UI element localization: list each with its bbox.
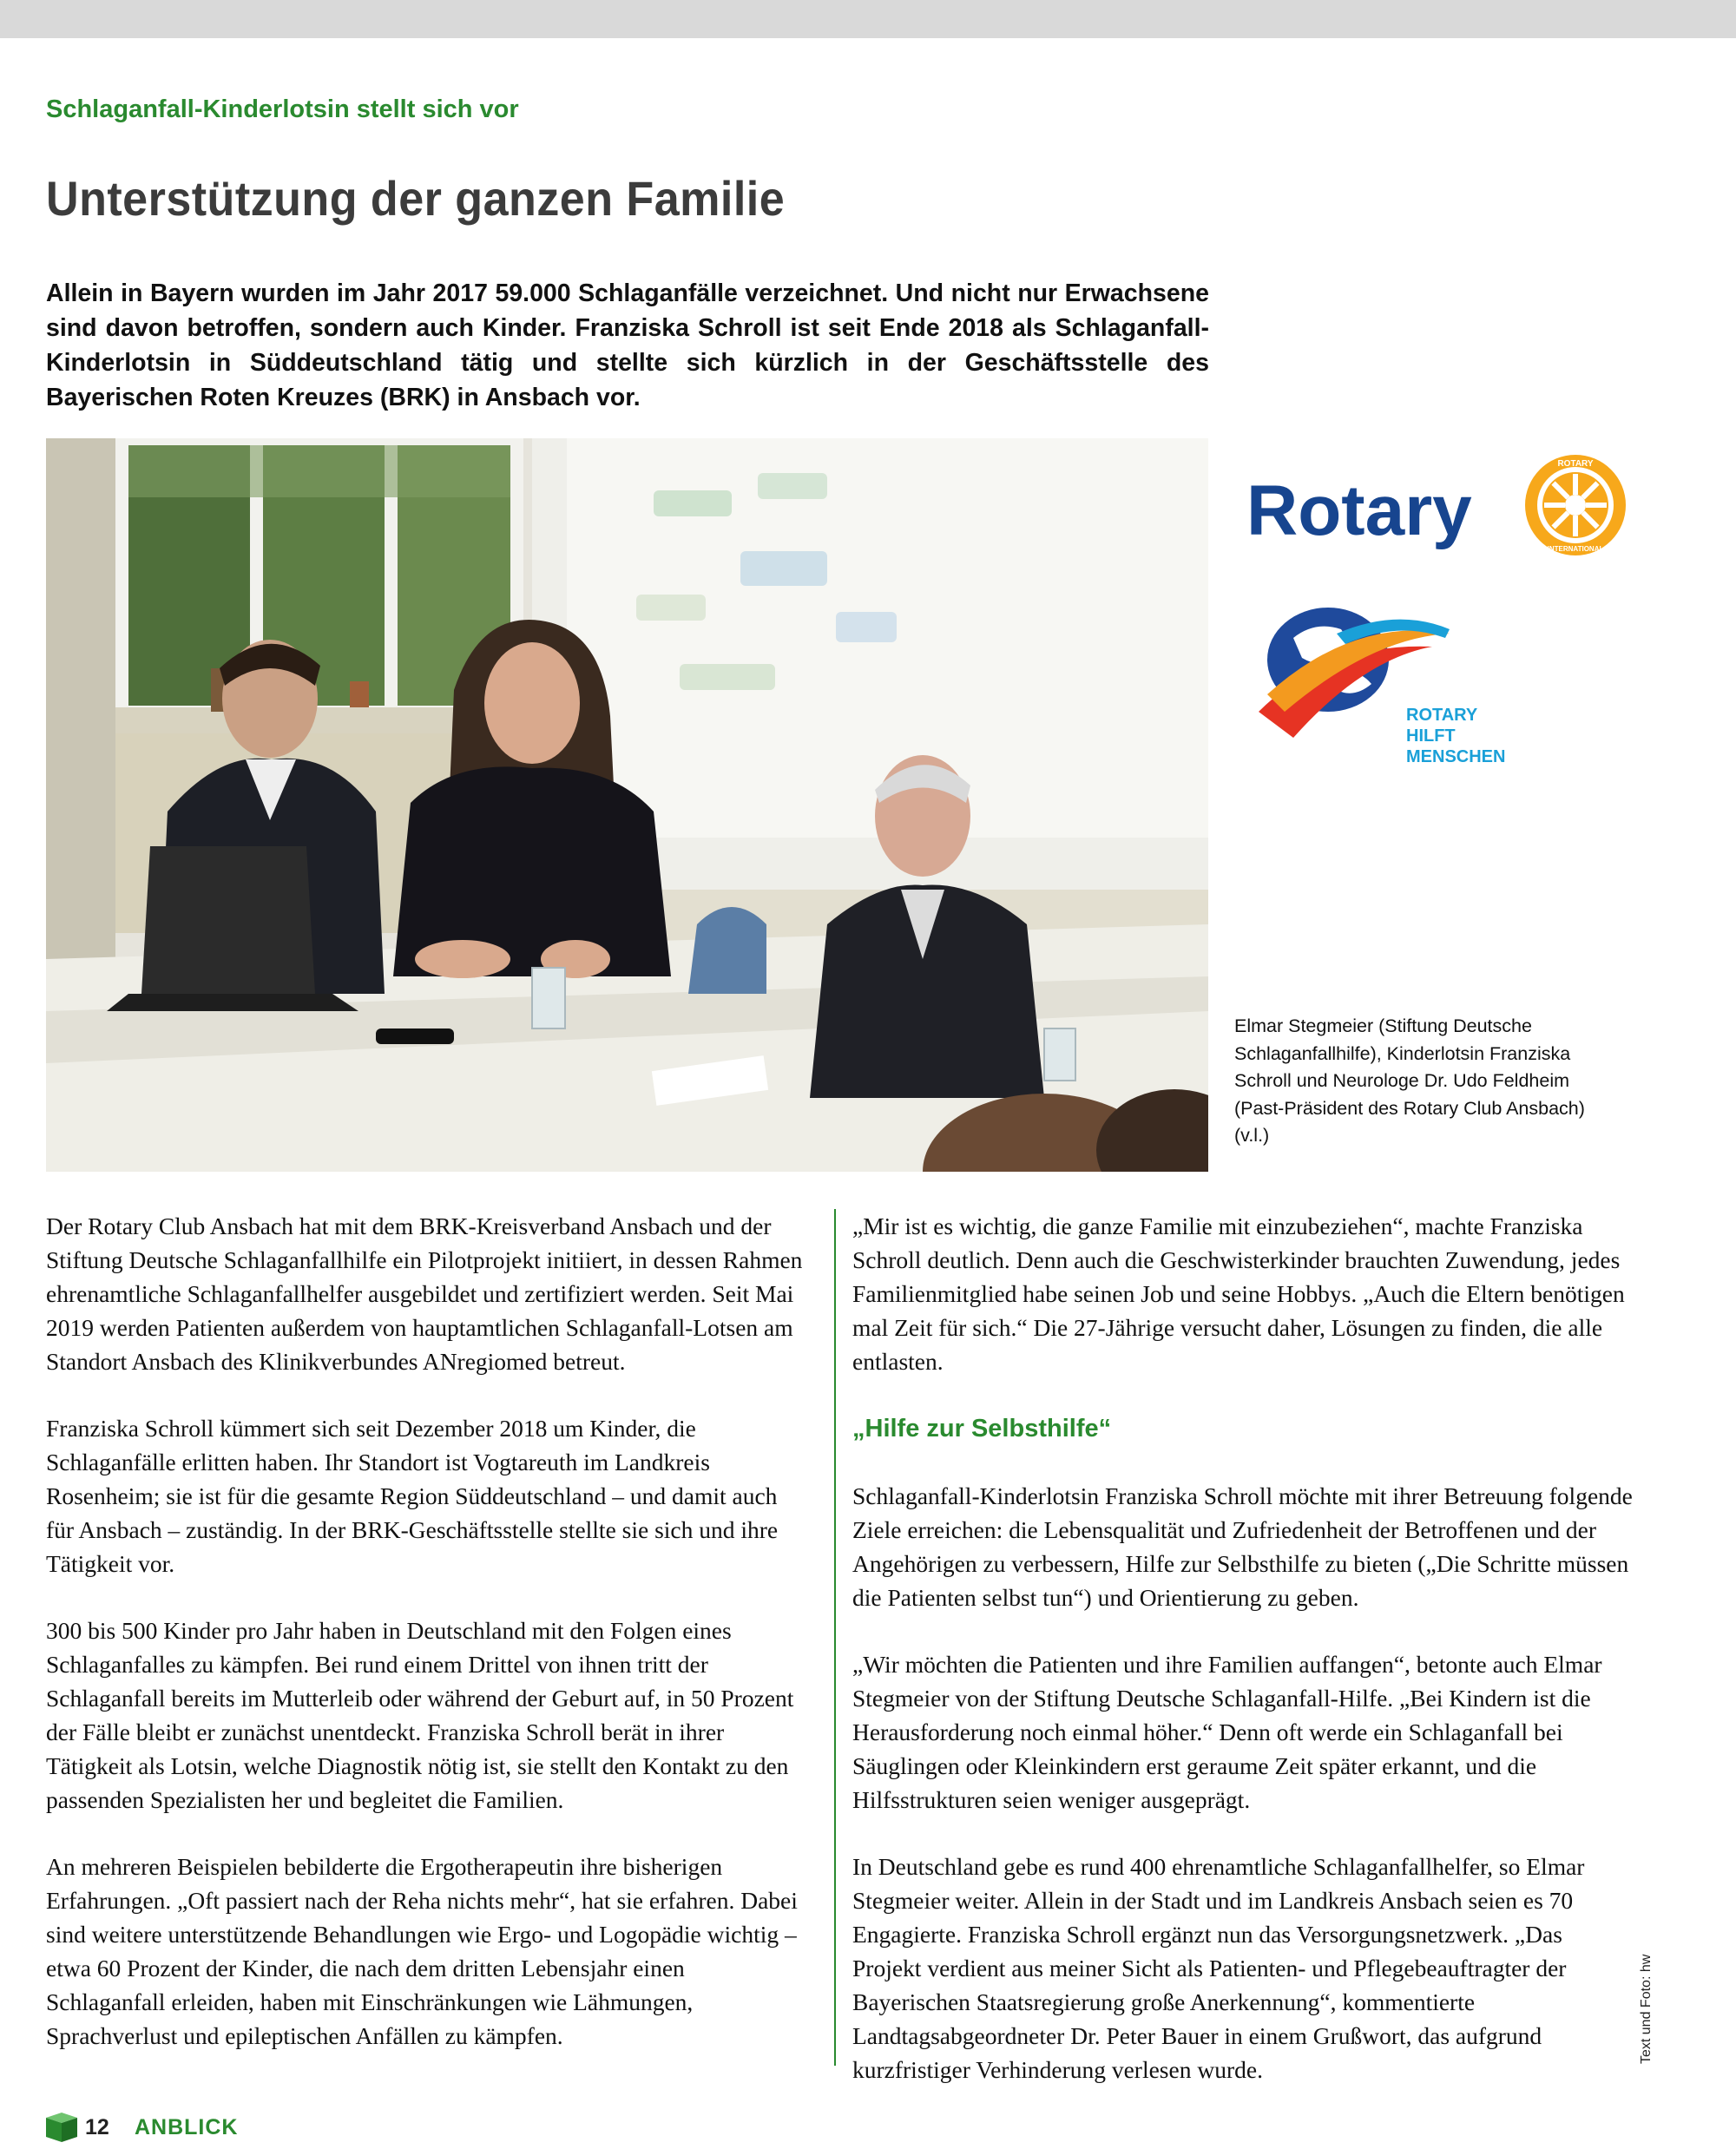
svg-text:INTERNATIONAL: INTERNATIONAL xyxy=(1547,545,1604,553)
magazine-brand: ANBLICK xyxy=(135,2115,239,2139)
article-photo xyxy=(46,438,1208,1172)
rhm-line1: ROTARY xyxy=(1406,706,1478,725)
photo-caption: Elmar Stegmeier (Stiftung Deutsche Schlaganfallhilfe), Kinderlotsin Franziska Schroll und Neurologe Dr. Udo Feldheim (Past-Präsident des Rotary Club Ansbach) (v.l.) xyxy=(1234,1015,1585,1146)
rotary-logo xyxy=(1246,455,1626,555)
column-divider xyxy=(834,1209,836,2066)
paragraph: Der Rotary Club Ansbach hat mit dem BRK-Kreisverband Ansbach und der Stiftung Deutsche Schlaganfallhilfe ein Pilotprojekt initiiert, in dessen Rahmen ehrenamtliche Schlaganfallhelfer ausgebildet und zertifiziert werden. Seit Mai 2019 werden Patienten außerdem von hauptamtlichen Schlaganfall-Lotsen am Standort Ansbach des Klinikverbundes ANregiomed betreut. xyxy=(46,1213,803,1375)
rotary-wordmark: Rotary xyxy=(1246,471,1472,550)
article-lead: Allein in Bayern wurden im Jahr 2017 59.000 Schlaganfälle verzeichnet. Und nicht nur Erwachsene sind davon betroffen, sondern auch Kinder. Franziska Schroll ist seit Ende 2018 als Schlaganfall-Kinderlotsin in Süddeutschland tätig und stellte sich kürzlich in der Geschäftsstelle des Bayerischen Roten Kreuzes (BRK) in Ansbach vor. xyxy=(46,279,1209,411)
paragraph: Schlaganfall-Kinderlotsin Franziska Schroll möchte mit ihrer Betreuung folgende Ziele erreichen: die Lebensqualität und Zufriedenheit der Betroffenen und der Angehörigen zu verbessern, Hilfe zur Selbsthilfe zu bieten („Die Schritte müssen die Patienten selbst tun“) und Orientierung zu geben. xyxy=(852,1482,1633,1611)
rotary-logos xyxy=(1233,451,1632,781)
left-column xyxy=(46,1209,810,2086)
article-headline: Unterstützung der ganzen Familie xyxy=(46,171,786,226)
photo-credit: Text und Foto: hw xyxy=(1639,1954,1654,2064)
paragraph: In Deutschland gebe es rund 400 ehrenamtliche Schlaganfallhelfer, so Elmar Stegmeier weiter. Allein in der Stadt und im Landkreis Ansbach seien es 70 Engagierte. Franziska Schroll ergänzt nun das Versorgungsnetzwerk. „Das Projekt verdient aus meiner Sicht als Patienten- und Pflegebeauftragter der Bayerischen Staatsregierung große Anerkennung“, kommentierte Landtagsabgeordneter Dr. Peter Bauer in einem Grußwort, das aufgrund kurzfristiger Verhinderung verlesen wurde. xyxy=(852,1853,1585,2083)
subheading: „Hilfe zur Selbsthilfe“ xyxy=(852,1415,1112,1443)
top-gray-bar xyxy=(0,0,1736,38)
paragraph: An mehreren Beispielen bebilderte die Ergotherapeutin ihre bisherigen Erfahrungen. „Oft passiert nach der Reha nichts mehr“, hat sie erfahren. Dabei sind weitere unterstützende Behandlungen wie Ergo- und Logopädie wichtig – etwa 60 Prozent der Kinder, die nach dem dritten Lebensjahr einen Schlaganfall erleiden, haben mit Einschränkungen wie Lähmungen, Sprachverlust und epileptischen Anfällen zu kämpfen. xyxy=(46,1853,798,2049)
rhm-line2: HILFT xyxy=(1406,726,1456,746)
rotary-hilft-menschen-logo xyxy=(1259,608,1505,766)
svg-text:ROTARY: ROTARY xyxy=(1557,459,1594,469)
article-kicker: Schlaganfall-Kinderlotsin stellt sich vor xyxy=(46,95,519,123)
paragraph: Franziska Schroll kümmert sich seit Dezember 2018 um Kinder, die Schlaganfälle erlitten haben. Ihr Standort ist Vogtareuth im Landkreis Rosenheim; sie ist für die gesamte Region Süddeutschland – und damit auch für Ansbach – zuständig. In der BRK-Geschäftsstelle stellte sie sich und ihre Tätigkeit vor. xyxy=(46,1415,779,1577)
right-column xyxy=(852,1209,1634,2119)
page-number: 12 xyxy=(85,2115,109,2139)
cube-icon xyxy=(44,2111,79,2144)
rhm-line3: MENSCHEN xyxy=(1406,747,1506,766)
paragraph: 300 bis 500 Kinder pro Jahr haben in Deutschland mit den Folgen eines Schlaganfalles zu kämpfen. Bei rund einem Drittel von ihnen tritt der Schlaganfall bereits im Mutterleib oder während der Geburt auf, in 50 Prozent der Fälle bleibt er zunächst unentdeckt. Franziska Schroll berät in ihrer Tätigkeit als Lotsin, welche Diagnostik nötig ist, sie stellt den Kontakt zu den passenden Spezialisten her und begleitet die Familien. xyxy=(46,1617,794,1813)
rotary-wheel-icon xyxy=(1525,455,1626,555)
paragraph: „Mir ist es wichtig, die ganze Familie mit einzubeziehen“, machte Franziska Schroll deutlich. Denn auch die Geschwisterkinder brauchten Zuwendung, jedes Familienmitglied habe seinen Job und seine Hobbys. „Auch die Eltern benötigen mal Zeit für sich.“ Die 27-Jährige versucht daher, Lösungen zu finden, die alle entlasten. xyxy=(852,1213,1625,1375)
paragraph: „Wir möchten die Patienten und ihre Familien auffangen“, betonte auch Elmar Stegmeier von der Stiftung Deutsche Schlaganfall-Hilfe. „Bei Kindern ist die Herausforderung noch einmal höher.“ Denn oft werde ein Schlaganfall bei Säuglingen oder Kleinkindern erst geraume Zeit später erkannt, und die Hilfsstrukturen seien weniger ausgeprägt. xyxy=(852,1651,1602,1813)
